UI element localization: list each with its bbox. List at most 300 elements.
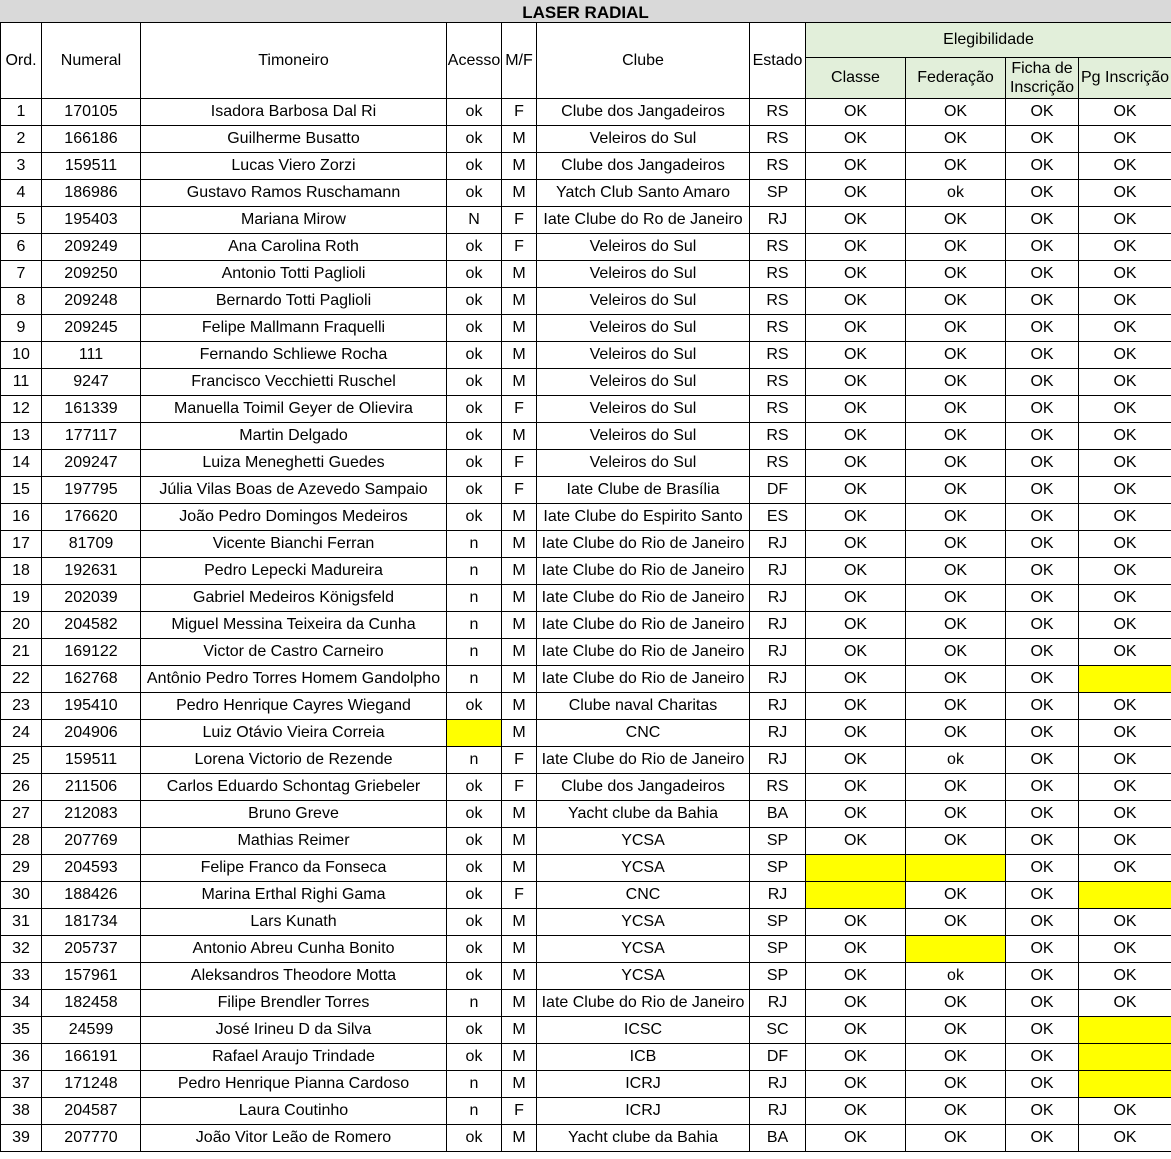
table-body xyxy=(1,99,1171,1152)
cell-federacao: OK xyxy=(906,423,1006,450)
cell-clube: Iate Clube do Rio de Janeiro xyxy=(537,990,750,1017)
cell-ficha: OK xyxy=(1006,288,1079,315)
cell-mf: M xyxy=(502,126,537,153)
table-row xyxy=(1,369,1171,396)
cell-ord: 18 xyxy=(1,558,42,585)
cell-timoneiro: Pedro Henrique Pianna Cardoso xyxy=(141,1071,447,1098)
cell-ficha: OK xyxy=(1006,180,1079,207)
cell-ficha: OK xyxy=(1006,1071,1079,1098)
table-row xyxy=(1,963,1171,990)
cell-numeral: 209250 xyxy=(42,261,141,288)
cell-federacao: OK xyxy=(906,693,1006,720)
cell-estado: RS xyxy=(750,342,806,369)
cell-pg: OK xyxy=(1079,612,1171,639)
cell-ord: 8 xyxy=(1,288,42,315)
cell-clube: CNC xyxy=(537,720,750,747)
cell-ficha: OK xyxy=(1006,234,1079,261)
cell-numeral: 209249 xyxy=(42,234,141,261)
cell-mf: M xyxy=(502,261,537,288)
table-row xyxy=(1,990,1171,1017)
cell-estado: BA xyxy=(750,1125,806,1152)
cell-acesso: ok xyxy=(447,477,502,504)
header-acesso: Acesso xyxy=(447,23,502,99)
table-row xyxy=(1,693,1171,720)
cell-ficha: OK xyxy=(1006,666,1079,693)
cell-federacao: OK xyxy=(906,342,1006,369)
cell-acesso: ok xyxy=(447,774,502,801)
cell-acesso: ok xyxy=(447,1044,502,1071)
cell-ord: 25 xyxy=(1,747,42,774)
cell-mf: F xyxy=(502,207,537,234)
cell-pg: OK xyxy=(1079,450,1171,477)
cell-classe: OK xyxy=(806,342,906,369)
cell-classe: OK xyxy=(806,1071,906,1098)
cell-numeral: 204906 xyxy=(42,720,141,747)
cell-estado: RJ xyxy=(750,747,806,774)
cell-pg: OK xyxy=(1079,234,1171,261)
table-row xyxy=(1,396,1171,423)
cell-mf: M xyxy=(502,423,537,450)
cell-pg: OK xyxy=(1079,1125,1171,1152)
cell-federacao: OK xyxy=(906,288,1006,315)
cell-estado: BA xyxy=(750,801,806,828)
cell-ficha: OK xyxy=(1006,801,1079,828)
cell-acesso: n xyxy=(447,990,502,1017)
cell-numeral: 166191 xyxy=(42,1044,141,1071)
cell-pg: OK xyxy=(1079,828,1171,855)
cell-timoneiro: Lars Kunath xyxy=(141,909,447,936)
cell-classe: OK xyxy=(806,99,906,126)
cell-timoneiro: Carlos Eduardo Schontag Griebeler xyxy=(141,774,447,801)
cell-timoneiro: Mariana Mirow xyxy=(141,207,447,234)
cell-ficha: OK xyxy=(1006,261,1079,288)
cell-federacao: OK xyxy=(906,396,1006,423)
cell-federacao: ok xyxy=(906,180,1006,207)
cell-ficha: OK xyxy=(1006,585,1079,612)
cell-ord: 27 xyxy=(1,801,42,828)
cell-ord: 39 xyxy=(1,1125,42,1152)
cell-classe: OK xyxy=(806,180,906,207)
table-row xyxy=(1,207,1171,234)
cell-timoneiro: Lucas Viero Zorzi xyxy=(141,153,447,180)
cell-ficha: OK xyxy=(1006,126,1079,153)
cell-mf: M xyxy=(502,612,537,639)
cell-clube: YCSA xyxy=(537,936,750,963)
cell-ord: 37 xyxy=(1,1071,42,1098)
cell-ord: 17 xyxy=(1,531,42,558)
cell-estado: RS xyxy=(750,423,806,450)
table-row xyxy=(1,1125,1171,1152)
cell-numeral: 212083 xyxy=(42,801,141,828)
cell-federacao: OK xyxy=(906,531,1006,558)
table-row xyxy=(1,288,1171,315)
cell-pg xyxy=(1079,1071,1171,1098)
cell-ficha: OK xyxy=(1006,207,1079,234)
cell-numeral: 209248 xyxy=(42,288,141,315)
cell-acesso: ok xyxy=(447,153,502,180)
cell-numeral: 171248 xyxy=(42,1071,141,1098)
cell-estado: RS xyxy=(750,234,806,261)
cell-mf: M xyxy=(502,369,537,396)
cell-clube: Yatch Club Santo Amaro xyxy=(537,180,750,207)
cell-classe: OK xyxy=(806,315,906,342)
cell-mf: M xyxy=(502,963,537,990)
table-row xyxy=(1,747,1171,774)
cell-acesso: ok xyxy=(447,315,502,342)
cell-timoneiro: Felipe Mallmann Fraquelli xyxy=(141,315,447,342)
cell-classe: OK xyxy=(806,477,906,504)
cell-mf: M xyxy=(502,504,537,531)
cell-pg: OK xyxy=(1079,396,1171,423)
cell-mf: M xyxy=(502,288,537,315)
cell-ficha: OK xyxy=(1006,855,1079,882)
table-row xyxy=(1,801,1171,828)
cell-numeral: 195410 xyxy=(42,693,141,720)
cell-mf: M xyxy=(502,1125,537,1152)
table-row xyxy=(1,666,1171,693)
cell-ord: 34 xyxy=(1,990,42,1017)
cell-clube: Clube dos Jangadeiros xyxy=(537,774,750,801)
cell-clube: ICRJ xyxy=(537,1071,750,1098)
table-row xyxy=(1,585,1171,612)
cell-ord: 28 xyxy=(1,828,42,855)
cell-federacao: OK xyxy=(906,477,1006,504)
cell-classe: OK xyxy=(806,1044,906,1071)
cell-federacao: OK xyxy=(906,153,1006,180)
cell-pg: OK xyxy=(1079,936,1171,963)
cell-acesso: ok xyxy=(447,504,502,531)
cell-classe: OK xyxy=(806,936,906,963)
cell-clube: Veleiros do Sul xyxy=(537,315,750,342)
cell-mf: F xyxy=(502,234,537,261)
cell-clube: Iate Clube do Rio de Janeiro xyxy=(537,666,750,693)
cell-acesso: n xyxy=(447,1071,502,1098)
cell-federacao: OK xyxy=(906,612,1006,639)
table-row xyxy=(1,342,1171,369)
cell-acesso: ok xyxy=(447,1125,502,1152)
cell-numeral: 170105 xyxy=(42,99,141,126)
table-row xyxy=(1,936,1171,963)
cell-acesso: ok xyxy=(447,396,502,423)
cell-acesso: N xyxy=(447,207,502,234)
header-federacao: Federação xyxy=(906,58,1006,99)
cell-mf: F xyxy=(502,882,537,909)
cell-acesso: ok xyxy=(447,342,502,369)
cell-classe: OK xyxy=(806,639,906,666)
cell-classe: OK xyxy=(806,720,906,747)
cell-ficha: OK xyxy=(1006,369,1079,396)
cell-clube: YCSA xyxy=(537,828,750,855)
cell-estado: ES xyxy=(750,504,806,531)
cell-clube: Iate Clube de Brasília xyxy=(537,477,750,504)
cell-acesso: n xyxy=(447,747,502,774)
cell-federacao: OK xyxy=(906,504,1006,531)
cell-classe: OK xyxy=(806,1125,906,1152)
cell-ficha: OK xyxy=(1006,747,1079,774)
cell-clube: ICB xyxy=(537,1044,750,1071)
cell-pg: OK xyxy=(1079,855,1171,882)
table-row xyxy=(1,882,1171,909)
cell-numeral: 162768 xyxy=(42,666,141,693)
cell-numeral: 9247 xyxy=(42,369,141,396)
cell-classe: OK xyxy=(806,423,906,450)
cell-ord: 33 xyxy=(1,963,42,990)
cell-mf: M xyxy=(502,936,537,963)
cell-acesso: ok xyxy=(447,450,502,477)
cell-ord: 3 xyxy=(1,153,42,180)
cell-ord: 32 xyxy=(1,936,42,963)
cell-estado: RJ xyxy=(750,207,806,234)
cell-classe: OK xyxy=(806,369,906,396)
cell-estado: SP xyxy=(750,936,806,963)
cell-timoneiro: Gabriel Medeiros Königsfeld xyxy=(141,585,447,612)
cell-timoneiro: Lorena Victorio de Rezende xyxy=(141,747,447,774)
cell-mf: M xyxy=(502,720,537,747)
cell-federacao: OK xyxy=(906,585,1006,612)
cell-clube: Iate Clube do Rio de Janeiro xyxy=(537,531,750,558)
cell-numeral: 205737 xyxy=(42,936,141,963)
cell-numeral: 209245 xyxy=(42,315,141,342)
cell-classe: OK xyxy=(806,828,906,855)
cell-timoneiro: Isadora Barbosa Dal Ri xyxy=(141,99,447,126)
cell-numeral: 207770 xyxy=(42,1125,141,1152)
cell-estado: RJ xyxy=(750,990,806,1017)
cell-estado: RJ xyxy=(750,1098,806,1125)
cell-timoneiro: Victor de Castro Carneiro xyxy=(141,639,447,666)
table-row xyxy=(1,531,1171,558)
cell-numeral: 202039 xyxy=(42,585,141,612)
cell-mf: F xyxy=(502,1098,537,1125)
table-row xyxy=(1,720,1171,747)
cell-estado: RJ xyxy=(750,693,806,720)
cell-federacao: OK xyxy=(906,1044,1006,1071)
cell-timoneiro: Francisco Vecchietti Ruschel xyxy=(141,369,447,396)
cell-clube: CNC xyxy=(537,882,750,909)
cell-acesso: ok xyxy=(447,126,502,153)
cell-federacao: OK xyxy=(906,882,1006,909)
cell-classe: OK xyxy=(806,963,906,990)
table-row xyxy=(1,504,1171,531)
cell-acesso: ok xyxy=(447,261,502,288)
cell-estado: RJ xyxy=(750,666,806,693)
cell-numeral: 176620 xyxy=(42,504,141,531)
cell-federacao: OK xyxy=(906,261,1006,288)
cell-estado: RS xyxy=(750,450,806,477)
cell-ord: 35 xyxy=(1,1017,42,1044)
cell-pg: OK xyxy=(1079,990,1171,1017)
cell-estado: SP xyxy=(750,180,806,207)
cell-clube: Iate Clube do Ro de Janeiro xyxy=(537,207,750,234)
cell-estado: RS xyxy=(750,126,806,153)
cell-federacao: OK xyxy=(906,828,1006,855)
cell-mf: M xyxy=(502,585,537,612)
cell-federacao: OK xyxy=(906,1017,1006,1044)
table-row xyxy=(1,828,1171,855)
cell-clube: Iate Clube do Espirito Santo xyxy=(537,504,750,531)
cell-ord: 30 xyxy=(1,882,42,909)
cell-mf: F xyxy=(502,396,537,423)
cell-ficha: OK xyxy=(1006,909,1079,936)
cell-numeral: 186986 xyxy=(42,180,141,207)
cell-timoneiro: Júlia Vilas Boas de Azevedo Sampaio xyxy=(141,477,447,504)
cell-timoneiro: Guilherme Busatto xyxy=(141,126,447,153)
cell-clube: Iate Clube do Rio de Janeiro xyxy=(537,558,750,585)
table-row xyxy=(1,612,1171,639)
cell-ord: 21 xyxy=(1,639,42,666)
cell-pg xyxy=(1079,1044,1171,1071)
cell-mf: F xyxy=(502,99,537,126)
cell-numeral: 204593 xyxy=(42,855,141,882)
cell-clube: YCSA xyxy=(537,909,750,936)
cell-mf: M xyxy=(502,342,537,369)
cell-ficha: OK xyxy=(1006,531,1079,558)
cell-acesso: ok xyxy=(447,423,502,450)
cell-mf: M xyxy=(502,153,537,180)
cell-timoneiro: Pedro Henrique Cayres Wiegand xyxy=(141,693,447,720)
cell-pg: OK xyxy=(1079,180,1171,207)
cell-numeral: 197795 xyxy=(42,477,141,504)
cell-pg: OK xyxy=(1079,315,1171,342)
cell-mf: F xyxy=(502,477,537,504)
table-row xyxy=(1,639,1171,666)
cell-classe: OK xyxy=(806,126,906,153)
cell-pg: OK xyxy=(1079,585,1171,612)
cell-federacao: OK xyxy=(906,801,1006,828)
cell-pg: OK xyxy=(1079,99,1171,126)
cell-acesso: n xyxy=(447,1098,502,1125)
cell-clube: Yacht clube da Bahia xyxy=(537,801,750,828)
cell-mf: M xyxy=(502,855,537,882)
cell-ficha: OK xyxy=(1006,342,1079,369)
cell-clube: Veleiros do Sul xyxy=(537,234,750,261)
cell-timoneiro: Antonio Totti Paglioli xyxy=(141,261,447,288)
cell-timoneiro: João Vitor Leão de Romero xyxy=(141,1125,447,1152)
cell-pg: OK xyxy=(1079,720,1171,747)
table-row xyxy=(1,261,1171,288)
cell-clube: Clube dos Jangadeiros xyxy=(537,99,750,126)
cell-classe: OK xyxy=(806,396,906,423)
cell-estado: RS xyxy=(750,369,806,396)
cell-ficha: OK xyxy=(1006,774,1079,801)
cell-classe: OK xyxy=(806,612,906,639)
cell-timoneiro: Pedro Lepecki Madureira xyxy=(141,558,447,585)
cell-timoneiro: Marina Erthal Righi Gama xyxy=(141,882,447,909)
cell-mf: M xyxy=(502,1071,537,1098)
eligibility-table xyxy=(0,22,1171,1152)
cell-federacao: OK xyxy=(906,720,1006,747)
cell-estado: RS xyxy=(750,261,806,288)
cell-timoneiro: Luiza Meneghetti Guedes xyxy=(141,450,447,477)
cell-timoneiro: Bernardo Totti Paglioli xyxy=(141,288,447,315)
cell-numeral: 182458 xyxy=(42,990,141,1017)
cell-numeral: 159511 xyxy=(42,153,141,180)
cell-clube: YCSA xyxy=(537,855,750,882)
table-row xyxy=(1,1071,1171,1098)
cell-numeral: 169122 xyxy=(42,639,141,666)
cell-numeral: 166186 xyxy=(42,126,141,153)
cell-estado: RS xyxy=(750,315,806,342)
table-row xyxy=(1,1044,1171,1071)
cell-numeral: 81709 xyxy=(42,531,141,558)
table-row xyxy=(1,180,1171,207)
cell-mf: F xyxy=(502,450,537,477)
cell-timoneiro: Mathias Reimer xyxy=(141,828,447,855)
cell-numeral: 181734 xyxy=(42,909,141,936)
cell-clube: ICSC xyxy=(537,1017,750,1044)
cell-federacao: OK xyxy=(906,1098,1006,1125)
cell-ord: 15 xyxy=(1,477,42,504)
cell-clube: Iate Clube do Rio de Janeiro xyxy=(537,612,750,639)
cell-mf: M xyxy=(502,558,537,585)
cell-timoneiro: Antônio Pedro Torres Homem Gandolpho xyxy=(141,666,447,693)
cell-ficha: OK xyxy=(1006,153,1079,180)
cell-pg: OK xyxy=(1079,477,1171,504)
header-pg-inscricao: Pg Inscrição xyxy=(1079,58,1171,99)
cell-ord: 12 xyxy=(1,396,42,423)
cell-ord: 22 xyxy=(1,666,42,693)
cell-mf: M xyxy=(502,828,537,855)
cell-estado: RS xyxy=(750,99,806,126)
cell-acesso: ok xyxy=(447,234,502,261)
cell-timoneiro: Rafael Araujo Trindade xyxy=(141,1044,447,1071)
cell-acesso: ok xyxy=(447,882,502,909)
cell-estado: RS xyxy=(750,774,806,801)
cell-pg: OK xyxy=(1079,342,1171,369)
cell-ord: 4 xyxy=(1,180,42,207)
cell-timoneiro: Bruno Greve xyxy=(141,801,447,828)
cell-ord: 7 xyxy=(1,261,42,288)
cell-classe: OK xyxy=(806,1098,906,1125)
cell-ficha: OK xyxy=(1006,477,1079,504)
cell-federacao: OK xyxy=(906,207,1006,234)
cell-clube: Clube naval Charitas xyxy=(537,693,750,720)
cell-acesso: ok xyxy=(447,801,502,828)
cell-classe: OK xyxy=(806,1017,906,1044)
cell-ficha: OK xyxy=(1006,828,1079,855)
cell-ficha: OK xyxy=(1006,639,1079,666)
cell-pg: OK xyxy=(1079,558,1171,585)
cell-clube: Iate Clube do Rio de Janeiro xyxy=(537,585,750,612)
cell-mf: M xyxy=(502,1017,537,1044)
cell-estado: RS xyxy=(750,153,806,180)
cell-timoneiro: Vicente Bianchi Ferran xyxy=(141,531,447,558)
table-row xyxy=(1,99,1171,126)
cell-clube: Veleiros do Sul xyxy=(537,126,750,153)
cell-numeral: 211506 xyxy=(42,774,141,801)
cell-federacao xyxy=(906,936,1006,963)
cell-federacao: OK xyxy=(906,666,1006,693)
cell-timoneiro: Felipe Franco da Fonseca xyxy=(141,855,447,882)
cell-federacao: OK xyxy=(906,909,1006,936)
cell-ord: 9 xyxy=(1,315,42,342)
cell-estado: RJ xyxy=(750,531,806,558)
cell-pg: OK xyxy=(1079,1098,1171,1125)
table-row xyxy=(1,1017,1171,1044)
cell-timoneiro: Aleksandros Theodore Motta xyxy=(141,963,447,990)
cell-ficha: OK xyxy=(1006,990,1079,1017)
cell-pg: OK xyxy=(1079,639,1171,666)
cell-timoneiro: João Pedro Domingos Medeiros xyxy=(141,504,447,531)
cell-timoneiro: Filipe Brendler Torres xyxy=(141,990,447,1017)
cell-numeral: 195403 xyxy=(42,207,141,234)
cell-classe xyxy=(806,855,906,882)
table-row xyxy=(1,774,1171,801)
cell-classe: OK xyxy=(806,207,906,234)
cell-classe: OK xyxy=(806,261,906,288)
cell-ficha: OK xyxy=(1006,504,1079,531)
cell-ficha: OK xyxy=(1006,693,1079,720)
cell-acesso xyxy=(447,720,502,747)
